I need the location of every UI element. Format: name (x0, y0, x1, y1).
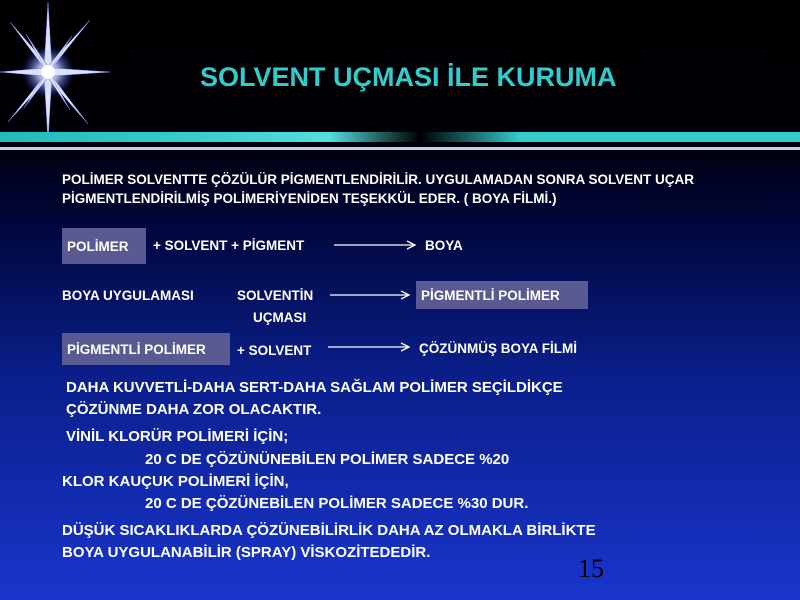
eq2-middle-line-1: SOLVENTİN (237, 288, 314, 303)
note3-line-2: 20 C DE ÇÖZÜNEBİLEN POLİMER SADECE %30 DUR. (145, 495, 529, 512)
pigmented-polymer-box: PİGMENTLİ POLİMER (62, 333, 230, 365)
note1-line-2: ÇÖZÜNME DAHA ZOR OLACAKTIR. (66, 401, 322, 418)
eq2-left-text: BOYA UYGULAMASI (62, 288, 194, 303)
note2-line-2: 20 C DE ÇÖZÜNÜNEBİLEN POLİMER SADECE %20 (145, 451, 510, 468)
eq3-arrow-icon (328, 342, 414, 352)
eq1-middle-text: + SOLVENT + PİGMENT (153, 238, 305, 253)
page-number: 15 (578, 554, 604, 583)
polymer-box: POLİMER (62, 228, 146, 264)
note4-line-2: BOYA UYGULANABİLİR (SPRAY) VİSKOZİTEDEDİR. (62, 544, 431, 561)
star-burst-icon (0, 0, 110, 140)
slide-title: SOLVENT UÇMASI İLE KURUMA (200, 62, 617, 92)
intro-line-2: PİGMENTLENDİRİLMİŞ POLİMERİYENİDEN TEŞEKKÜL EDER. ( BOYA FİLMİ.) (62, 191, 557, 206)
eq3-result-text: ÇÖZÜNMÜŞ BOYA FİLMİ (419, 341, 577, 356)
eq2-middle-line-2: UÇMASI (253, 310, 307, 325)
eq1-result-text: BOYA (425, 238, 463, 253)
eq2-arrow-icon (330, 290, 414, 300)
pigmented-polymer-result-box: PİGMENTLİ POLİMER (416, 281, 588, 309)
note1-line-1: DAHA KUVVETLİ-DAHA SERT-DAHA SAĞLAM POLİMER SEÇİLDİKÇE (66, 379, 563, 396)
intro-line-1: POLİMER SOLVENTTE ÇÖZÜLÜR PİGMENTLENDİRİLİR. UYGULAMADAN SONRA SOLVENT UÇAR (62, 172, 694, 187)
eq3-middle-text: + SOLVENT (237, 343, 312, 358)
eq1-arrow-icon (334, 240, 420, 250)
note2-line-1: VİNİL KLORÜR POLİMERİ İÇİN; (66, 428, 289, 445)
title-divider-line (0, 147, 800, 150)
title-accent-bar (0, 132, 800, 142)
note4-line-1: DÜŞÜK SICAKLIKLARDA ÇÖZÜNEBİLİRLİK DAHA AZ OLMAKLA BİRLİKTE (62, 522, 596, 539)
note3-line-1: KLOR KAUÇUK POLİMERİ İÇİN, (62, 473, 289, 490)
